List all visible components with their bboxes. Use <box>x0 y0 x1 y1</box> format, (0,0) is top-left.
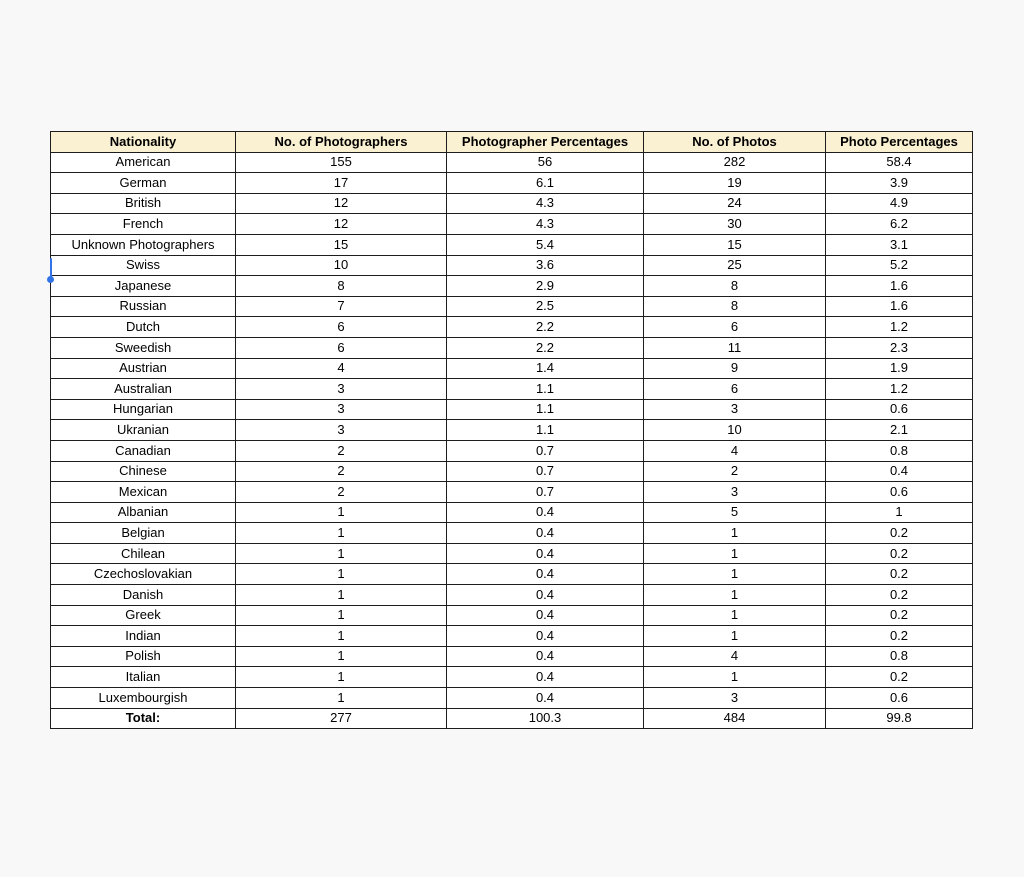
table-row <box>51 461 973 482</box>
table-cell[interactable]: Unknown Photographers <box>51 234 236 255</box>
table-cell[interactable]: 1 <box>644 543 826 564</box>
table-cell[interactable]: 10 <box>236 255 447 276</box>
table-cell[interactable]: 12 <box>236 193 447 214</box>
table-row <box>51 173 973 194</box>
table-row <box>51 667 973 688</box>
table-cell[interactable]: Swiss <box>51 255 236 276</box>
table-cell[interactable]: Japanese <box>51 276 236 297</box>
table-row <box>51 646 973 667</box>
table-cell[interactable]: 1 <box>236 543 447 564</box>
text-cursor-handle[interactable] <box>47 276 54 283</box>
table-cell[interactable]: 0.4 <box>447 585 644 606</box>
table-cell[interactable]: Sweedish <box>51 337 236 358</box>
table-cell[interactable]: Dutch <box>51 317 236 338</box>
table-cell[interactable]: 155 <box>236 152 447 173</box>
table-cell[interactable]: Danish <box>51 585 236 606</box>
table-cell[interactable]: Chinese <box>51 461 236 482</box>
table-cell[interactable]: 2.5 <box>447 296 644 317</box>
header-cell-no-of-photos[interactable]: No. of Photos <box>644 132 826 153</box>
table-body <box>51 152 973 708</box>
table-cell[interactable]: 0.4 <box>826 461 973 482</box>
nationality-table <box>50 131 973 729</box>
table-row <box>51 564 973 585</box>
table-row <box>51 605 973 626</box>
table-cell[interactable]: 1.2 <box>826 317 973 338</box>
table-cell[interactable]: 0.4 <box>447 605 644 626</box>
table-cell[interactable]: 5.2 <box>826 255 973 276</box>
header-cell-nationality[interactable]: Nationality <box>51 132 236 153</box>
total-photographers-cell[interactable]: 277 <box>236 708 447 729</box>
table-cell[interactable]: 1 <box>644 564 826 585</box>
header-row <box>51 132 973 153</box>
table-cell[interactable]: 0.8 <box>826 440 973 461</box>
table-cell[interactable]: 58.4 <box>826 152 973 173</box>
table-row <box>51 585 973 606</box>
table-cell[interactable]: 6.2 <box>826 214 973 235</box>
table-cell[interactable]: 0.6 <box>826 482 973 503</box>
table-cell[interactable]: 5.4 <box>447 234 644 255</box>
table-cell[interactable]: 1 <box>236 502 447 523</box>
table-cell[interactable]: 1 <box>236 626 447 647</box>
header-cell-photo-percentages[interactable]: Photo Percentages <box>826 132 973 153</box>
table-cell[interactable]: 15 <box>236 234 447 255</box>
table-cell[interactable]: 0.6 <box>826 399 973 420</box>
table-cell[interactable]: 1 <box>236 605 447 626</box>
table-cell[interactable]: 2.3 <box>826 337 973 358</box>
table-cell[interactable]: Russian <box>51 296 236 317</box>
table-row <box>51 193 973 214</box>
table-cell[interactable]: 1 <box>644 605 826 626</box>
header-cell-no-of-photographers[interactable]: No. of Photographers <box>236 132 447 153</box>
table-cell[interactable]: 3 <box>236 399 447 420</box>
table-cell[interactable]: 3.1 <box>826 234 973 255</box>
table-cell[interactable]: 3 <box>644 399 826 420</box>
table-cell[interactable]: 2.2 <box>447 337 644 358</box>
table-cell[interactable]: 0.7 <box>447 461 644 482</box>
table-cell[interactable]: 56 <box>447 152 644 173</box>
table-cell[interactable]: 11 <box>644 337 826 358</box>
table-cell[interactable]: 19 <box>644 173 826 194</box>
table-cell[interactable]: 25 <box>644 255 826 276</box>
table-row <box>51 234 973 255</box>
table-cell[interactable]: Indian <box>51 626 236 647</box>
table-cell[interactable]: Mexican <box>51 482 236 503</box>
table-cell[interactable]: 4.3 <box>447 214 644 235</box>
table-cell[interactable]: 1 <box>644 585 826 606</box>
table-cell[interactable]: French <box>51 214 236 235</box>
total-row <box>51 708 973 729</box>
total-photographer-pct-cell[interactable]: 100.3 <box>447 708 644 729</box>
table-row <box>51 152 973 173</box>
table-cell[interactable]: 0.4 <box>447 502 644 523</box>
table-cell[interactable]: Belgian <box>51 523 236 544</box>
table-row <box>51 317 973 338</box>
table-cell[interactable]: Luxembourgish <box>51 688 236 709</box>
table-cell[interactable]: 1 <box>236 667 447 688</box>
table-cell[interactable]: Italian <box>51 667 236 688</box>
table-cell[interactable]: 3.9 <box>826 173 973 194</box>
table-cell[interactable]: 282 <box>644 152 826 173</box>
table-row <box>51 688 973 709</box>
table-cell[interactable]: 0.2 <box>826 523 973 544</box>
table-cell[interactable]: 1 <box>236 585 447 606</box>
table-cell[interactable]: 3.6 <box>447 255 644 276</box>
table-row <box>51 358 973 379</box>
table-cell[interactable]: 6.1 <box>447 173 644 194</box>
table-cell[interactable]: Canadian <box>51 440 236 461</box>
table-cell[interactable]: 0.4 <box>447 564 644 585</box>
table-cell[interactable]: 0.4 <box>447 626 644 647</box>
table-cell[interactable]: 24 <box>644 193 826 214</box>
table-cell[interactable]: 0.2 <box>826 564 973 585</box>
table-cell[interactable]: 1.6 <box>826 276 973 297</box>
table-cell[interactable]: 4 <box>644 440 826 461</box>
table-cell[interactable]: 1.9 <box>826 358 973 379</box>
table-cell[interactable]: 6 <box>236 337 447 358</box>
table-cell[interactable]: 8 <box>236 276 447 297</box>
table-row <box>51 255 973 276</box>
table-cell[interactable]: 3 <box>236 420 447 441</box>
table-cell[interactable]: Greek <box>51 605 236 626</box>
table-cell[interactable]: 8 <box>644 296 826 317</box>
table-cell[interactable]: 6 <box>644 317 826 338</box>
table-cell[interactable]: 4 <box>236 358 447 379</box>
table-row <box>51 502 973 523</box>
table-cell[interactable]: 4.3 <box>447 193 644 214</box>
table-cell[interactable]: Chilean <box>51 543 236 564</box>
table-cell[interactable]: Czechoslovakian <box>51 564 236 585</box>
table-cell[interactable]: 1.6 <box>826 296 973 317</box>
table-cell[interactable]: German <box>51 173 236 194</box>
total-photo-pct-cell[interactable]: 99.8 <box>826 708 973 729</box>
table-cell[interactable]: 0.2 <box>826 626 973 647</box>
table-cell[interactable]: 1 <box>644 626 826 647</box>
total-label-cell[interactable]: Total: <box>51 708 236 729</box>
table-cell[interactable]: 3 <box>644 688 826 709</box>
table-row <box>51 276 973 297</box>
table-cell[interactable]: 2 <box>236 440 447 461</box>
table-cell[interactable]: 1 <box>236 564 447 585</box>
table-row <box>51 626 973 647</box>
table-row <box>51 399 973 420</box>
table-cell[interactable]: 30 <box>644 214 826 235</box>
table-cell[interactable]: 2 <box>236 461 447 482</box>
table-row <box>51 523 973 544</box>
table-cell[interactable]: 1 <box>236 688 447 709</box>
table-cell[interactable]: 1 <box>644 667 826 688</box>
table-cell[interactable]: Albanian <box>51 502 236 523</box>
table-cell[interactable]: 1.4 <box>447 358 644 379</box>
table-cell[interactable]: 12 <box>236 214 447 235</box>
table-cell[interactable]: 1 <box>826 502 973 523</box>
table-cell[interactable]: 1 <box>644 523 826 544</box>
table-row <box>51 214 973 235</box>
table-cell[interactable]: 1.1 <box>447 379 644 400</box>
table-cell[interactable]: 0.8 <box>826 646 973 667</box>
table-row <box>51 337 973 358</box>
table-cell[interactable]: 2.1 <box>826 420 973 441</box>
table-cell[interactable]: 2.2 <box>447 317 644 338</box>
table-cell[interactable]: 0.2 <box>826 605 973 626</box>
table-cell[interactable]: 1 <box>236 646 447 667</box>
table-cell[interactable]: 8 <box>644 276 826 297</box>
table-cell[interactable]: 0.2 <box>826 585 973 606</box>
table-cell[interactable]: 3 <box>644 482 826 503</box>
table-cell[interactable]: 2 <box>644 461 826 482</box>
table-cell[interactable]: 0.4 <box>447 688 644 709</box>
table-cell[interactable]: 0.4 <box>447 667 644 688</box>
table-cell[interactable]: 4 <box>644 646 826 667</box>
table-cell[interactable]: 9 <box>644 358 826 379</box>
table-cell[interactable]: 1.2 <box>826 379 973 400</box>
table-cell[interactable]: 10 <box>644 420 826 441</box>
table-row <box>51 543 973 564</box>
total-photos-cell[interactable]: 484 <box>644 708 826 729</box>
table-cell[interactable]: 0.4 <box>447 523 644 544</box>
table-cell[interactable]: 7 <box>236 296 447 317</box>
table-cell[interactable]: Austrian <box>51 358 236 379</box>
table-cell[interactable]: American <box>51 152 236 173</box>
table-cell[interactable]: 0.4 <box>447 543 644 564</box>
table-cell[interactable]: 6 <box>644 379 826 400</box>
table-cell[interactable]: 0.2 <box>826 667 973 688</box>
table-cell[interactable]: 1.1 <box>447 399 644 420</box>
table-cell[interactable]: 5 <box>644 502 826 523</box>
table-cell[interactable]: 1.1 <box>447 420 644 441</box>
table-cell[interactable]: 2.9 <box>447 276 644 297</box>
header-cell-photographer-percentages[interactable]: Photographer Percentages <box>447 132 644 153</box>
table-cell[interactable]: 6 <box>236 317 447 338</box>
table-cell[interactable]: 2 <box>236 482 447 503</box>
table-cell[interactable]: Polish <box>51 646 236 667</box>
table-cell[interactable]: British <box>51 193 236 214</box>
table-cell[interactable]: 4.9 <box>826 193 973 214</box>
table-cell[interactable]: 0.6 <box>826 688 973 709</box>
table-cell[interactable]: Ukranian <box>51 420 236 441</box>
table-cell[interactable]: 15 <box>644 234 826 255</box>
table-row <box>51 296 973 317</box>
table-row <box>51 379 973 400</box>
table-cell[interactable]: 0.4 <box>447 646 644 667</box>
table-row <box>51 482 973 503</box>
table-cell[interactable]: 17 <box>236 173 447 194</box>
table-row <box>51 440 973 461</box>
table-cell[interactable]: Australian <box>51 379 236 400</box>
table-cell[interactable]: 1 <box>236 523 447 544</box>
table-cell[interactable]: 3 <box>236 379 447 400</box>
table-cell[interactable]: 0.2 <box>826 543 973 564</box>
table-cell[interactable]: 0.7 <box>447 482 644 503</box>
table-cell[interactable]: Hungarian <box>51 399 236 420</box>
table-cell[interactable]: 0.7 <box>447 440 644 461</box>
table-row <box>51 420 973 441</box>
